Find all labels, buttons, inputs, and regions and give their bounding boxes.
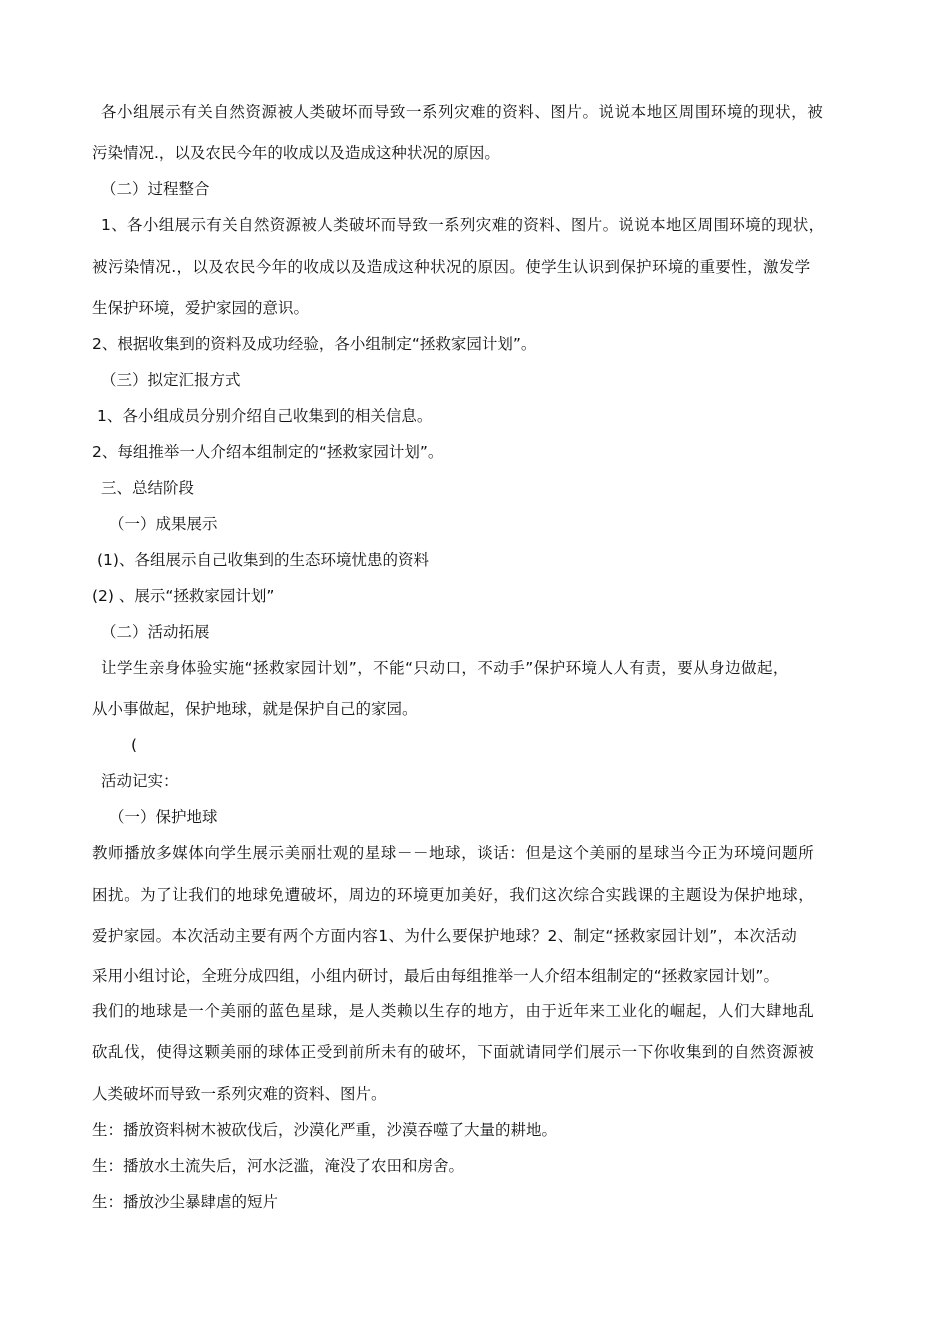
- paragraph-line: 从小事做起，保护地球，就是保护自己的家园。: [92, 700, 418, 718]
- paragraph-line: 各小组展示有关自然资源被人类破坏而导致一系列灾难的资料、图片。说说本地区周围环境的现状，被: [101, 103, 824, 121]
- paragraph-line: 人类破坏而导致一系列灾难的资料、图片。: [92, 1085, 387, 1103]
- paragraph-line: 砍乱伐，使得这颗美丽的球体正受到前所未有的破坏，下面就请同学们展示一下你收集到的自然资源被: [92, 1043, 815, 1061]
- section-heading: （一）成果展示: [109, 515, 218, 533]
- paragraph-line: (1)、各组展示自己收集到的生态环境忧患的资料: [97, 551, 429, 569]
- paragraph-line: 采用小组讨论，全班分成四组，小组内研讨，最后由每组推举一人介绍本组制定的“拯救家园计划”。: [92, 967, 780, 985]
- section-heading: 三、总结阶段: [101, 479, 195, 497]
- paragraph-line: (2) 、展示“拯救家园计划”: [92, 587, 275, 605]
- stray-mark: (: [131, 736, 138, 754]
- section-heading: （三）拟定汇报方式: [101, 371, 241, 389]
- paragraph-line: 活动记实：: [101, 772, 179, 790]
- paragraph-line: 1、各小组展示有关自然资源被人类破坏而导致一系列灾难的资料、图片。说说本地区周围环境的现状，: [101, 216, 825, 234]
- paragraph-line: 2、根据收集到的资料及成功经验，各小组制定“拯救家园计划”。: [92, 335, 537, 353]
- paragraph-line: 爱护家园。本次活动主要有两个方面内容1、为什么要保护地球？2、制定“拯救家园计划”，本次活动: [92, 927, 798, 945]
- paragraph-line: 被污染情况.，以及农民今年的收成以及造成这种状况的原因。使学生认识到保护环境的重要性，激发学: [92, 258, 811, 276]
- section-heading: （一）保护地球: [109, 808, 218, 826]
- paragraph-line: 让学生亲身体验实施“拯救家园计划”，不能“只动口，不动手”保护环境人人有责，要从身边做起，: [101, 659, 789, 677]
- paragraph-line: 困扰。为了让我们的地球免遭破坏，周边的环境更加美好，我们这次综合实践课的主题设为保护地球，: [92, 886, 815, 904]
- paragraph-line: 生：播放水土流失后，河水泛滥，淹没了农田和房舍。: [92, 1157, 465, 1175]
- paragraph-line: 污染情况.，以及农民今年的收成以及造成这种状况的原因。: [92, 144, 500, 162]
- paragraph-line: 生：播放资料树木被砍伐后，沙漠化严重，沙漠吞噬了大量的耕地。: [92, 1121, 558, 1139]
- paragraph-line: 1、各小组成员分别介绍自己收集到的相关信息。: [97, 407, 433, 425]
- section-heading: （二）过程整合: [101, 180, 210, 198]
- paragraph-line: 我们的地球是一个美丽的蓝色星球，是人类赖以生存的地方，由于近年来工业化的崛起，人们大肆地乱: [92, 1002, 815, 1020]
- paragraph-line: 生：播放沙尘暴肆虐的短片: [92, 1193, 279, 1211]
- section-heading: （二）活动拓展: [101, 623, 210, 641]
- paragraph-line: 2、每组推举一人介绍本组制定的“拯救家园计划”。: [92, 443, 444, 461]
- paragraph-line: 生保护环境，爱护家园的意识。: [92, 299, 310, 317]
- paragraph-line: 教师播放多媒体向学生展示美丽壮观的星球－－地球，谈话：但是这个美丽的星球当今正为环境问题所: [92, 844, 815, 862]
